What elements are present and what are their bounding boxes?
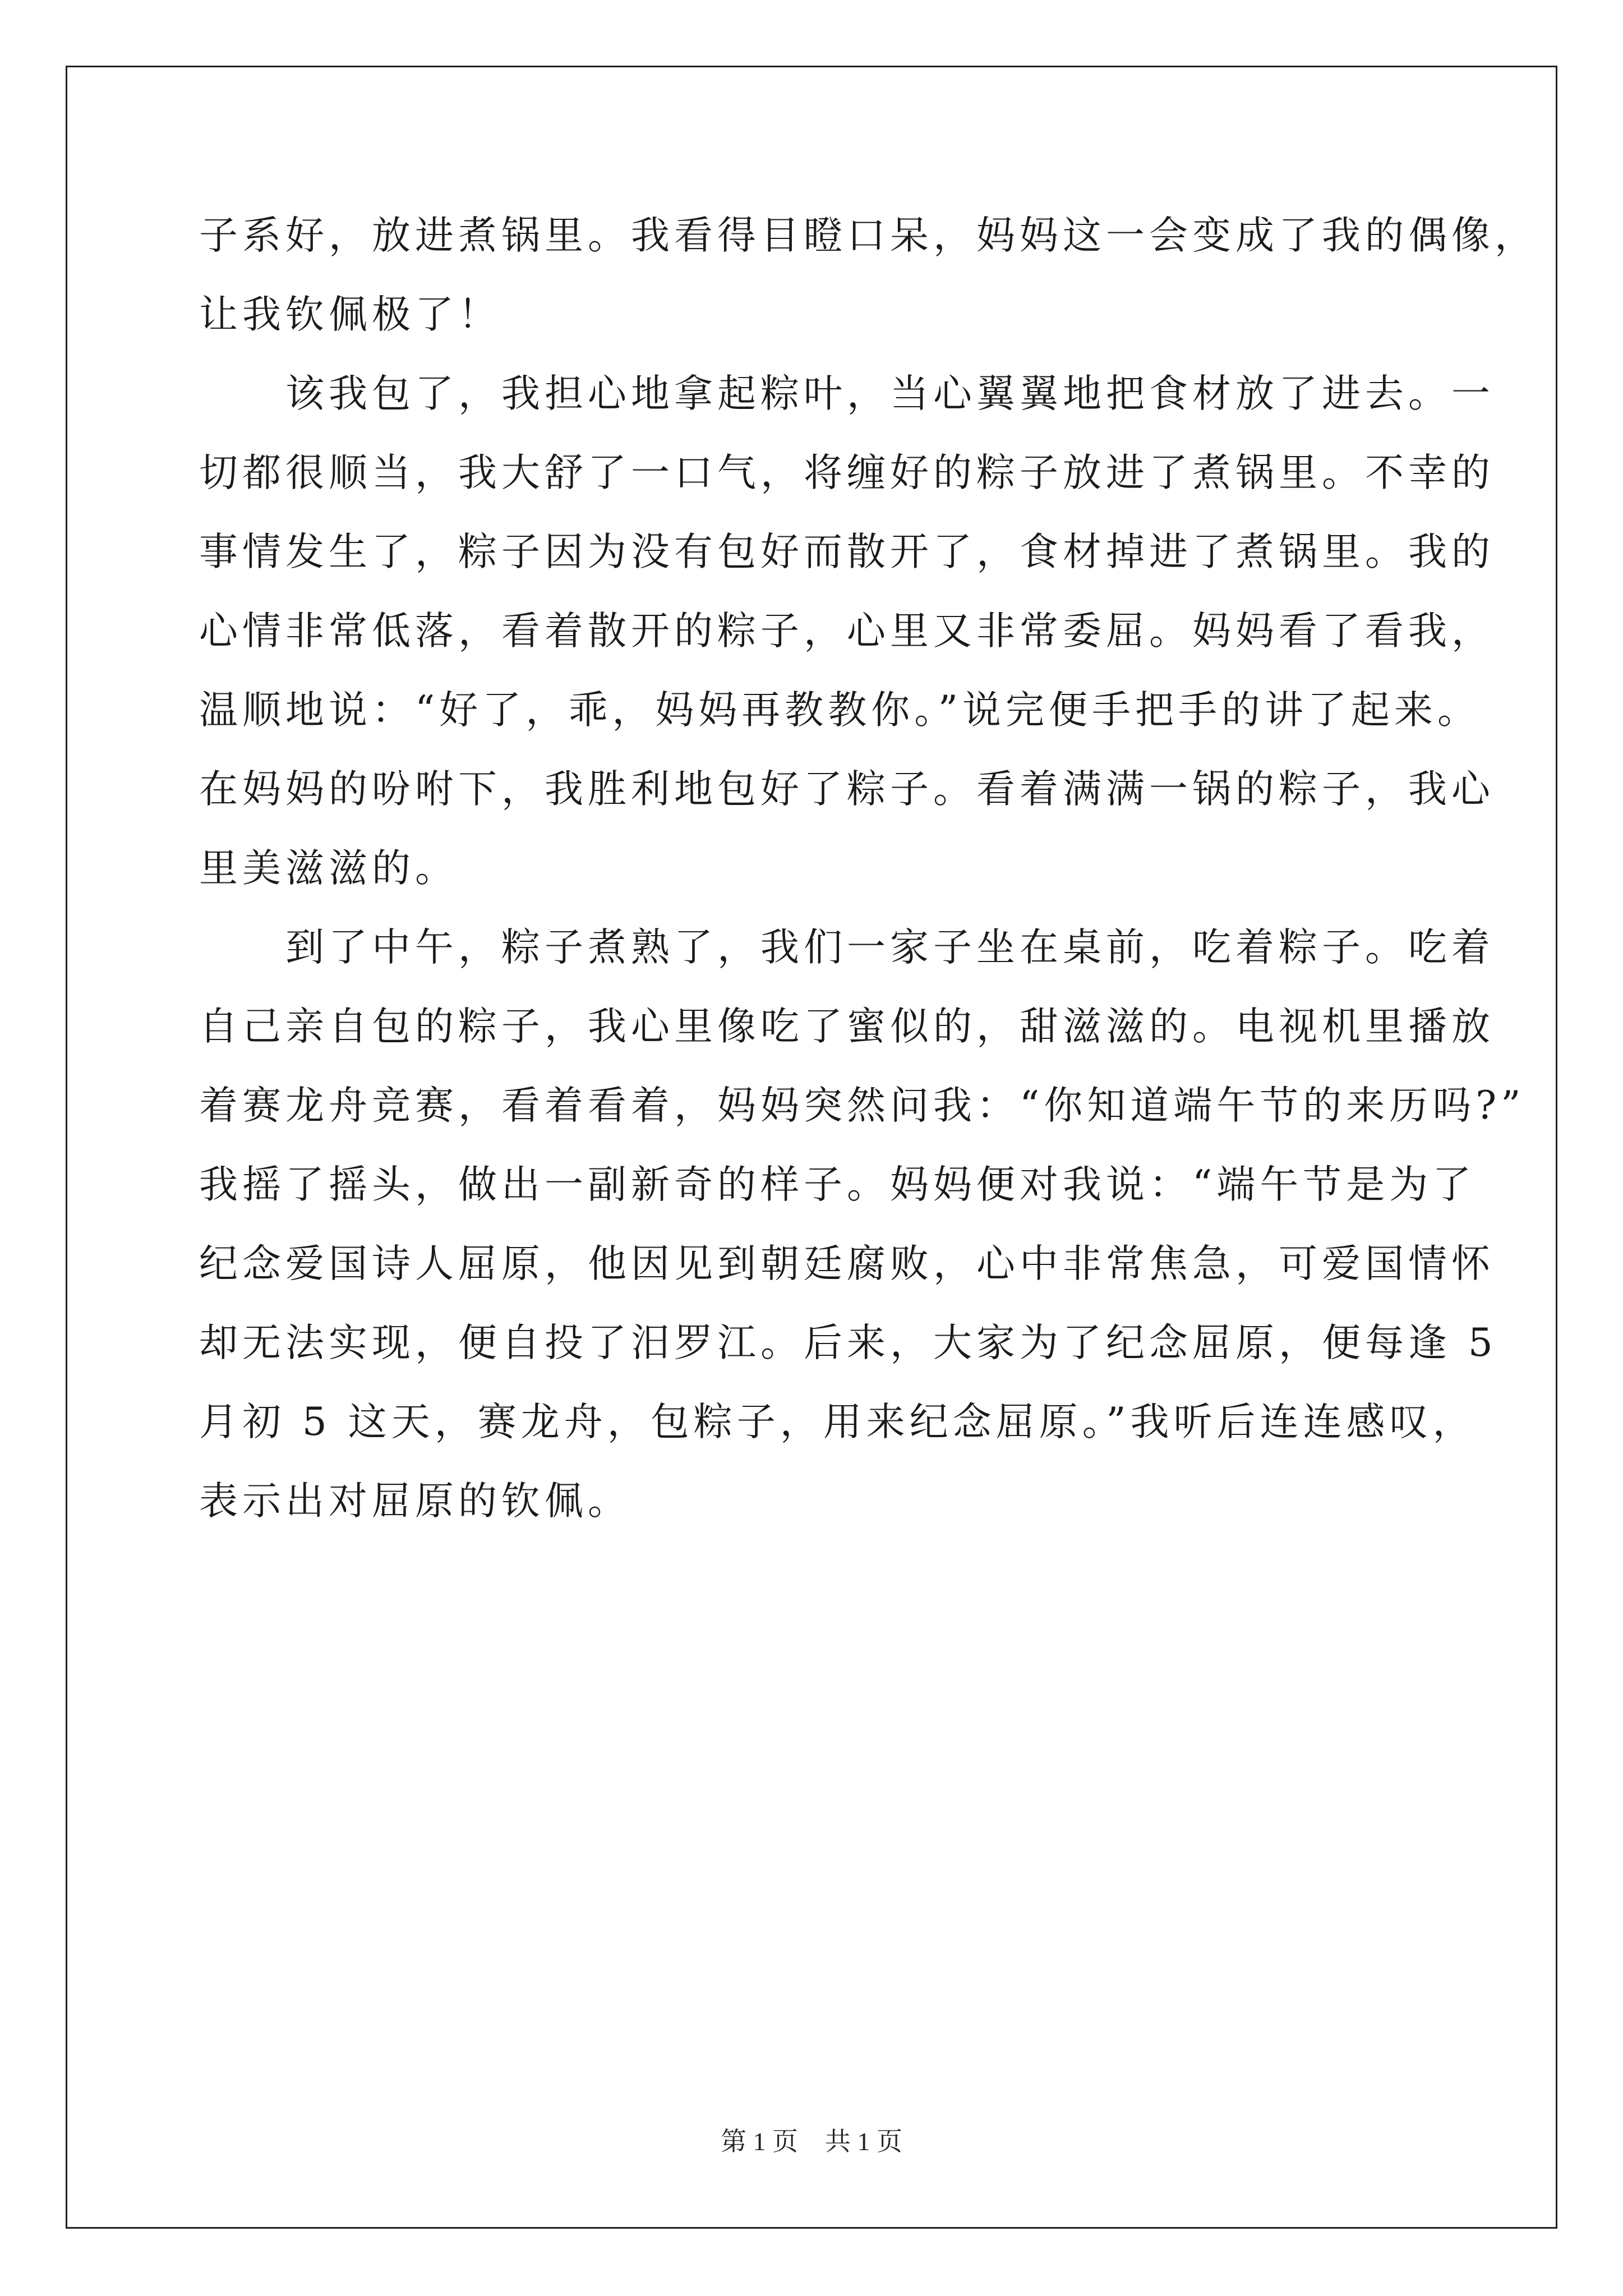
page-number-current: 第 1 页 (721, 2127, 798, 2156)
text-line: 让我钦佩极了！ (199, 292, 501, 337)
text-line: 表示出对屈原的钦佩。 (199, 1479, 631, 1524)
text-line: 却无法实现，便自投了汨罗江。后来，大家为了纪念屈原，便每逢 5 (199, 1320, 1497, 1365)
text-line: 着赛龙舟竞赛，看着看着，妈妈突然问我：“你知道端午节的来历吗?” (199, 1083, 1525, 1128)
text-line: 到了中午，粽子煮熟了，我们一家子坐在桌前，吃着粽子。吃着 (199, 925, 1495, 970)
text-line: 子系好，放进煮锅里。我看得目瞪口呆，妈妈这一会变成了我的偶像， (199, 213, 1538, 258)
text-line: 该我包了，我担心地拿起粽叶，当心翼翼地把食材放了进去。一 (199, 371, 1495, 416)
text-line: 在妈妈的吩咐下，我胜利地包好了粽子。看着满满一锅的粽子，我心 (199, 767, 1495, 812)
text-line: 心情非常低落，看着散开的粽子，心里又非常委屈。妈妈看了看我， (199, 609, 1495, 654)
text-line: 月初 5 这天，赛龙舟，包粽子，用来纪念屈原。”我听后连连感叹， (199, 1400, 1476, 1444)
text-line: 里美滋滋的。 (199, 846, 458, 891)
text-line: 事情发生了，粽子因为没有包好而散开了，食材掉进了煮锅里。我的 (199, 530, 1495, 574)
text-line: 我摇了摇头，做出一副新奇的样子。妈妈便对我说：“端午节是为了 (199, 1162, 1476, 1207)
text-line: 自己亲自包的粽子，我心里像吃了蜜似的，甜滋滋的。电视机里播放 (199, 1004, 1495, 1049)
page-footer (0, 2125, 1623, 2159)
text-line: 温顺地说：“好了，乖，妈妈再教教你。”说完便手把手的讲了起来。 (199, 688, 1481, 733)
page-number-total: 共 1 页 (825, 2127, 902, 2156)
document-body (199, 196, 1538, 1541)
text-line: 纪念爱国诗人屈原，他因见到朝廷腐败，心中非常焦急，可爱国情怀 (199, 1241, 1495, 1286)
text-line: 切都很顺当，我大舒了一口气，将缠好的粽子放进了煮锅里。不幸的 (199, 450, 1495, 495)
